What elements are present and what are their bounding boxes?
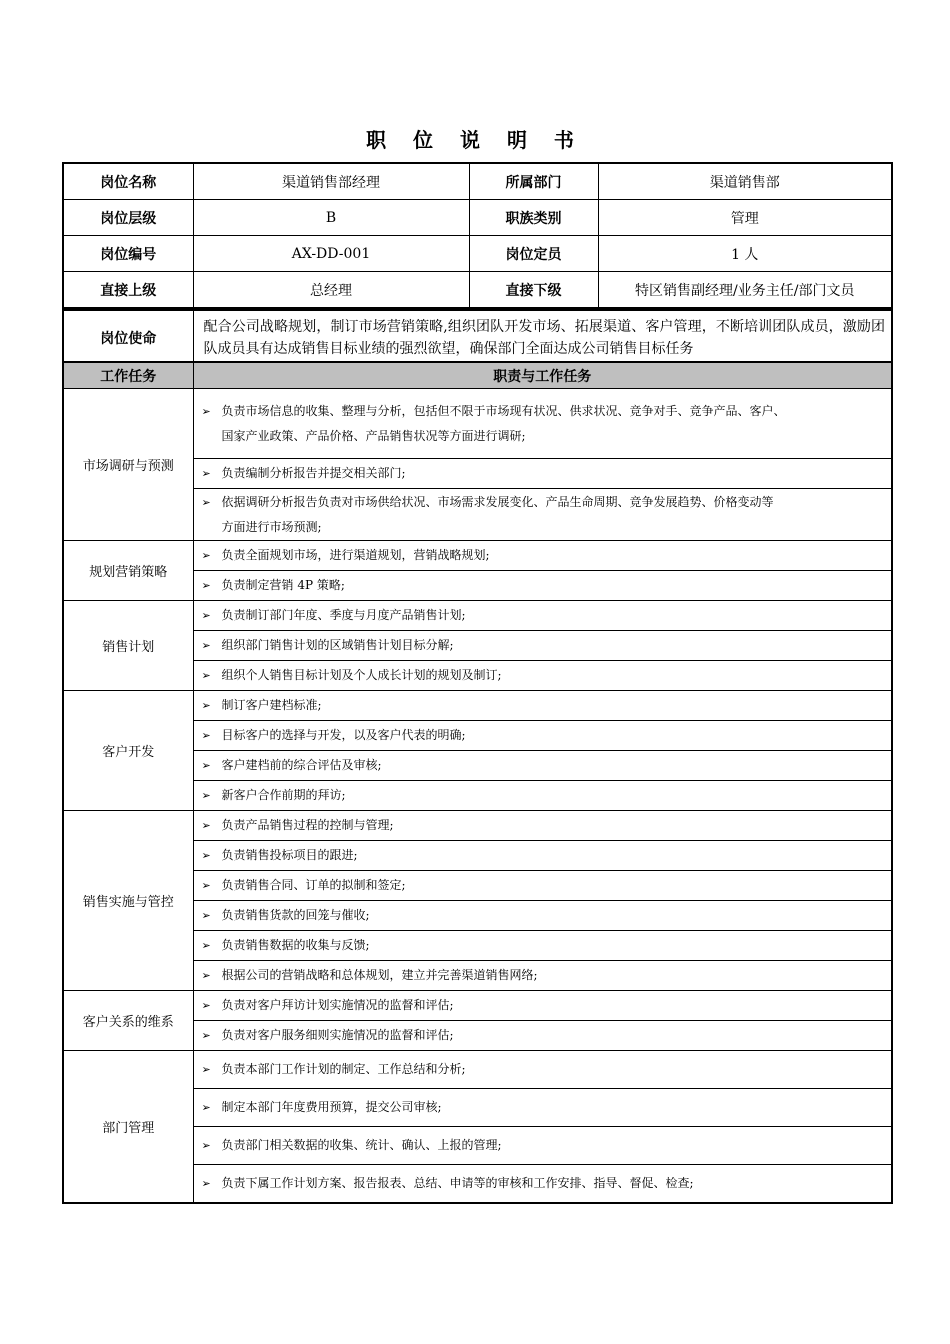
task-item [193,871,892,901]
arrow-bullet-icon: ➢ [201,819,211,832]
task-item-text: 负责全面规划市场，进行渠道规划，营销战略规划; [221,548,490,562]
mission-text: 配合公司战略规划，制订市场营销策略,组织团队开发市场、拓展渠道、客户管理，不断培训团队成员，激励团队成员具有达成销售目标业绩的强烈欲望，确保部门全面达成公司销售目标任务 [193,310,892,365]
task-item [193,841,892,871]
info-value: 总经理 [193,272,469,309]
task-item-text: 负责制订部门年度、季度与月度产品销售计划; [221,608,466,622]
arrow-bullet-icon: ➢ [201,467,211,480]
task-item-text: 负责销售货款的回笼与催收; [221,908,370,922]
task-category: 销售实施与管控 [63,811,193,991]
info-value: 1 人 [598,236,892,272]
task-item [193,1051,892,1089]
task-item [193,631,892,661]
arrow-bullet-icon: ➢ [201,729,211,742]
task-row [63,601,892,631]
task-item [193,601,892,631]
tasks-header-task: 工作任务 [63,362,193,389]
task-category: 客户开发 [63,691,193,811]
arrow-bullet-icon: ➢ [201,609,211,622]
task-row [63,991,892,1021]
task-item-text: 客户建档前的综合评估及审核; [221,758,382,772]
info-row [63,236,892,272]
task-category: 客户关系的维系 [63,991,193,1051]
task-item [193,691,892,721]
position-info-table [62,162,893,309]
task-item-text: 负责销售投标项目的跟进; [221,848,358,862]
task-item [193,961,892,991]
task-item-text: 负责销售合同、订单的拟制和签定; [221,878,406,892]
task-item-text: 新客户合作前期的拜访; [221,788,346,802]
document-title: 职 位 说 明 书 [366,128,584,152]
info-row [63,200,892,236]
task-item-text: 负责下属工作计划方案、报告报表、总结、申请等的审核和工作安排、指导、督促、检查; [221,1176,694,1190]
task-row [63,691,892,721]
task-row [63,541,892,571]
task-item [193,389,892,459]
info-label: 岗位名称 [63,163,193,200]
arrow-bullet-icon: ➢ [201,879,211,892]
task-item [193,811,892,841]
arrow-bullet-icon: ➢ [201,999,211,1012]
task-row [63,389,892,459]
task-item-text: 负责部门相关数据的收集、统计、确认、上报的管理; [221,1138,502,1152]
task-item [193,1165,892,1204]
arrow-bullet-icon: ➢ [201,1101,211,1114]
task-category: 市场调研与预测 [63,389,193,541]
tasks-header-duty: 职责与工作任务 [193,362,892,389]
task-item-text: 负责销售数据的收集与反馈; [221,938,370,952]
task-item-text: 负责市场信息的收集、整理与分析，包括但不限于市场现有状况、供求状况、竞争对手、竞争产品、客户、 [221,404,786,418]
info-value: 特区销售副经理/业务主任/部门文员 [598,272,892,309]
task-item [193,931,892,961]
task-item-text: 负责对客户服务细则实施情况的监督和评估; [221,1028,454,1042]
arrow-bullet-icon: ➢ [201,579,211,592]
arrow-bullet-icon: ➢ [201,496,211,509]
task-item [193,901,892,931]
arrow-bullet-icon: ➢ [201,969,211,982]
arrow-bullet-icon: ➢ [201,549,211,562]
task-item-text: 负责本部门工作计划的制定、工作总结和分析; [221,1062,466,1076]
info-label: 直接上级 [63,272,193,309]
info-label: 职族类别 [469,200,598,236]
arrow-bullet-icon: ➢ [201,699,211,712]
task-item [193,751,892,781]
info-label: 岗位层级 [63,200,193,236]
info-label: 直接下级 [469,272,598,309]
task-item-text: 依据调研分析报告负责对市场供给状况、市场需求发展变化、产品生命周期、竞争发展趋势、价格变动等 [221,495,774,509]
task-category: 部门管理 [63,1051,193,1204]
task-item [193,781,892,811]
task-item-text: 制订客户建档标准; [221,698,322,712]
arrow-bullet-icon: ➢ [201,639,211,652]
arrow-bullet-icon: ➢ [201,849,211,862]
task-item-text: 组织个人销售目标计划及个人成长计划的规划及制订; [221,668,502,682]
arrow-bullet-icon: ➢ [201,909,211,922]
task-item [193,571,892,601]
task-item [193,459,892,489]
task-item [193,1089,892,1127]
task-item [193,1127,892,1165]
arrow-bullet-icon: ➢ [201,405,211,418]
task-row [63,811,892,841]
arrow-bullet-icon: ➢ [201,789,211,802]
task-item-text: 负责对客户拜访计划实施情况的监督和评估; [221,998,454,1012]
info-label: 所属部门 [469,163,598,200]
tasks-table [62,361,893,1204]
task-item-text: 负责制定营销 4P 策略; [221,578,345,592]
mission-label: 岗位使命 [63,310,193,365]
info-value: B [193,200,469,236]
info-row [63,163,892,200]
arrow-bullet-icon: ➢ [201,939,211,952]
arrow-bullet-icon: ➢ [201,759,211,772]
task-row [63,1051,892,1089]
info-label: 岗位定员 [469,236,598,272]
task-item [193,661,892,691]
info-value: 渠道销售部 [598,163,892,200]
task-item-continuation: 方面进行市场预测; [221,520,322,534]
tasks-header-row [63,362,892,389]
task-item [193,721,892,751]
arrow-bullet-icon: ➢ [201,1063,211,1076]
task-item [193,1021,892,1051]
arrow-bullet-icon: ➢ [201,669,211,682]
arrow-bullet-icon: ➢ [201,1029,211,1042]
task-item-text: 制定本部门年度费用预算，提交公司审核; [221,1100,442,1114]
task-item-text: 负责编制分析报告并提交相关部门; [221,466,406,480]
info-row [63,272,892,309]
arrow-bullet-icon: ➢ [201,1139,211,1152]
task-item [193,541,892,571]
info-value: 管理 [598,200,892,236]
arrow-bullet-icon: ➢ [201,1177,211,1190]
task-item-text: 根据公司的营销战略和总体规划，建立并完善渠道销售网络; [221,968,538,982]
info-value: AX-DD-001 [193,236,469,272]
task-item-text: 组织部门销售计划的区域销售计划目标分解; [221,638,454,652]
task-item-text: 负责产品销售过程的控制与管理; [221,818,394,832]
task-category: 规划营销策略 [63,541,193,601]
task-category: 销售计划 [63,601,193,691]
task-item [193,991,892,1021]
task-item [193,489,892,541]
info-label: 岗位编号 [63,236,193,272]
task-item-text: 目标客户的选择与开发，以及客户代表的明确; [221,728,466,742]
task-item-continuation: 国家产业政策、产品价格、产品销售状况等方面进行调研; [221,429,526,443]
mission-table [62,309,893,366]
info-value: 渠道销售部经理 [193,163,469,200]
